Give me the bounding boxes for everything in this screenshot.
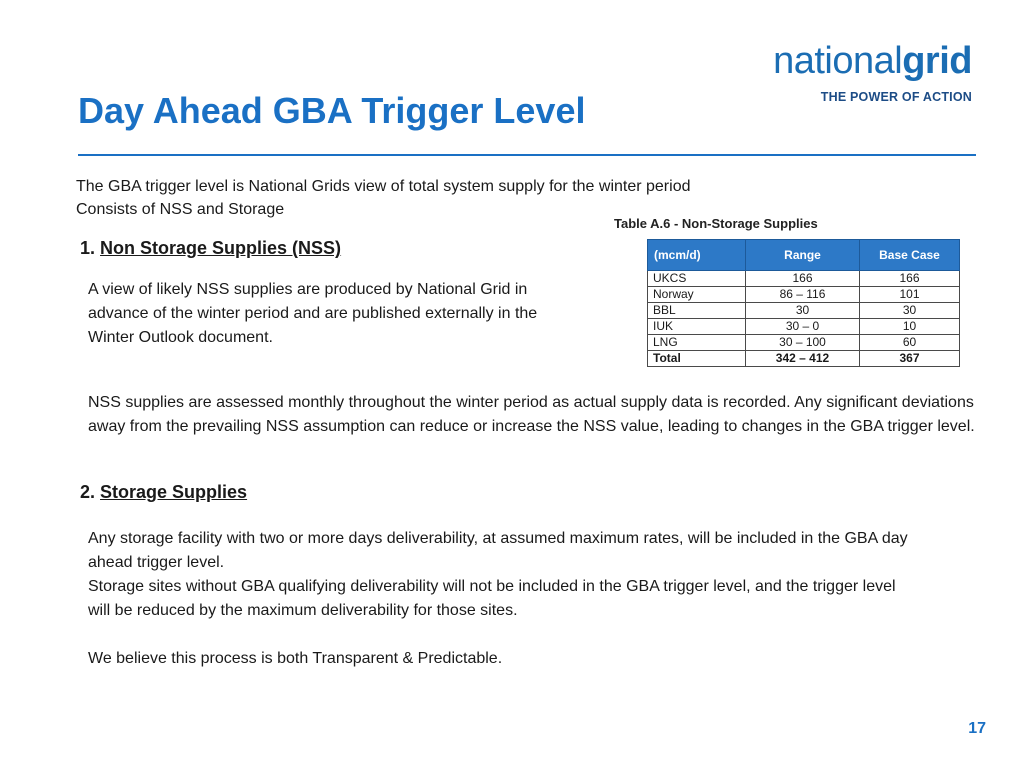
section-1-number: 1.: [80, 238, 96, 258]
table-header-unit: (mcm/d): [648, 240, 746, 271]
table-cell: LNG: [648, 335, 746, 351]
table-cell: 367: [860, 351, 960, 367]
logo-word-national: national: [773, 40, 903, 82]
table-header-range: Range: [746, 240, 860, 271]
intro-text: [76, 175, 690, 221]
table-cell: Norway: [648, 287, 746, 303]
section-1-paragraph-2: NSS supplies are assessed monthly throughout the winter period as actual supply data is recorded. Any significant deviations away from the prevailing NSS assumption can reduce or increase the NSS value, leading to changes in the GBA trigger level.: [88, 394, 975, 435]
table-title: Table A.6 - Non-Storage Supplies: [614, 216, 818, 231]
slide-title: Day Ahead GBA Trigger Level: [78, 90, 586, 131]
table-cell: 10: [860, 319, 960, 335]
table-cell: 30 – 0: [746, 319, 860, 335]
table-cell: 30: [860, 303, 960, 319]
logo-wordmark: [773, 40, 972, 82]
table-cell: 101: [860, 287, 960, 303]
title-divider: [78, 154, 976, 156]
intro-line-1: The GBA trigger level is National Grids view of total system supply for the winter period: [76, 178, 691, 195]
table-cell: BBL: [648, 303, 746, 319]
table-row: [648, 287, 960, 303]
intro-line-2: Consists of NSS and Storage: [76, 201, 285, 218]
table-header-base-case: Base Case: [860, 240, 960, 271]
table-row: [648, 335, 960, 351]
logo-tagline: THE POWER OF ACTION: [820, 90, 972, 104]
table-cell: 30: [746, 303, 860, 319]
table-cell: 166: [860, 271, 960, 287]
section-2-paragraph-2: Storage sites without GBA qualifying deliverability will not be included in the GBA trigger level, and the trigger level will be reduced by the maximum deliverability for those sites.: [88, 578, 896, 619]
table-row: [648, 319, 960, 335]
table-cell: 30 – 100: [746, 335, 860, 351]
table-cell: Total: [648, 351, 746, 367]
table-cell: UKCS: [648, 271, 746, 287]
section-1-heading: [80, 238, 341, 259]
table-cell: 60: [860, 335, 960, 351]
national-grid-logo: [773, 40, 972, 104]
table-row: [648, 303, 960, 319]
table-cell: 86 – 116: [746, 287, 860, 303]
table-cell: 166: [746, 271, 860, 287]
table-row: [648, 271, 960, 287]
logo-word-grid: grid: [902, 40, 972, 82]
section-1-paragraph-1: A view of likely NSS supplies are produced by National Grid in advance of the winter period and are published externally in the Winter Outlook document.: [88, 281, 538, 346]
section-2-paragraph-1: Any storage facility with two or more days deliverability, at assumed maximum rates, will be included in the GBA day ahead trigger level.: [88, 530, 908, 571]
section-2-title: Storage Supplies: [100, 482, 248, 502]
table-cell: 342 – 412: [746, 351, 860, 367]
section-2-paragraph-3: We believe this process is both Transparent & Predictable.: [88, 650, 503, 667]
nss-table: [647, 239, 960, 367]
section-2-heading: [80, 482, 247, 503]
section-2-number: 2.: [80, 482, 96, 502]
table-total-row: [648, 351, 960, 367]
page-number: 17: [968, 720, 986, 737]
table-cell: IUK: [648, 319, 746, 335]
section-1-title: Non Storage Supplies (NSS): [100, 238, 342, 258]
table-header-row: [648, 240, 960, 271]
